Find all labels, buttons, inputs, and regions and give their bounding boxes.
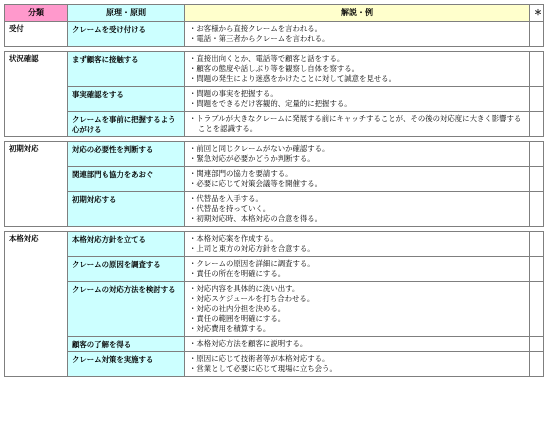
mark-cell xyxy=(530,22,544,47)
explanation-item: ・ 前回と同じクレームがないか確認する。 xyxy=(189,144,525,154)
table-row xyxy=(5,192,544,227)
mark-cell xyxy=(530,87,544,112)
mark-cell xyxy=(530,192,544,227)
explanation-cell xyxy=(185,337,530,352)
explanation-item: ・ 問題の発生により迷惑をかけたことに対して誠意を見せる。 xyxy=(189,74,525,84)
explanation-item: ・ 関連部門の協力を要請する。 xyxy=(189,169,525,179)
principle-cell: 事実確認をする xyxy=(68,87,185,112)
table-row xyxy=(5,87,544,112)
principle-cell: 初期対応する xyxy=(68,192,185,227)
mark-cell xyxy=(530,257,544,282)
explanation-item: ・ 対応の社内分担を決める。 xyxy=(189,304,525,314)
table-row xyxy=(5,142,544,167)
mark-cell xyxy=(530,52,544,87)
principle-cell: クレーム対策を実施する xyxy=(68,352,185,377)
category-cell: 受付 xyxy=(5,22,68,47)
explanation-item: ・ お客様から直接クレームを言われる。 xyxy=(189,24,525,34)
table-row xyxy=(5,337,544,352)
explanation-cell xyxy=(185,87,530,112)
explanation-item: ・ 営業として必要に応じて現場に立ち会う。 xyxy=(189,364,525,374)
mark-cell xyxy=(530,112,544,137)
mark-cell xyxy=(530,352,544,377)
header-principle: 原理・原則 xyxy=(68,5,185,22)
principle-cell: クレームの対応方法を検討する xyxy=(68,282,185,337)
explanation-item: ・ 代替品を持っていく。 xyxy=(189,204,525,214)
explanation-cell xyxy=(185,167,530,192)
explanation-cell xyxy=(185,112,530,137)
explanation-item: ・ 本格対応方法を顧客に説明する。 xyxy=(189,339,525,349)
explanation-item: ・ 対応費用を積算する。 xyxy=(189,324,525,334)
explanation-cell xyxy=(185,192,530,227)
mark-cell xyxy=(530,232,544,257)
principle-cell: 本格対応方針を立てる xyxy=(68,232,185,257)
explanation-item: ・ 本格対応案を作成する。 xyxy=(189,234,525,244)
explanation-item: ・ 原因に応じて技術者等が本格対応する。 xyxy=(189,354,525,364)
principle-cell: クレームを受け付ける xyxy=(68,22,185,47)
explanation-item: ・ 責任の範囲を明確にする。 xyxy=(189,314,525,324)
table-row xyxy=(5,352,544,377)
explanation-item: ・ 顧客の態度や話しぶり等を観察し自体を察する。 xyxy=(189,64,525,74)
explanation-item: ・ 必要に応じて対策会議等を開催する。 xyxy=(189,179,525,189)
explanation-cell xyxy=(185,232,530,257)
table-row xyxy=(5,282,544,337)
explanation-item: ・ 責任の所在を明確にする。 xyxy=(189,269,525,279)
mark-cell xyxy=(530,337,544,352)
explanation-item: ・ 代替品を入手する。 xyxy=(189,194,525,204)
table-row xyxy=(5,257,544,282)
explanation-item: ・ 電話・第三者からクレームを言われる。 xyxy=(189,34,525,44)
explanation-item: ・ 緊急対応が必要かどうか判断する。 xyxy=(189,154,525,164)
principle-cell: クレームの原因を調査する xyxy=(68,257,185,282)
explanation-cell xyxy=(185,52,530,87)
explanation-item: ・ 問題の事実を把握する。 xyxy=(189,89,525,99)
principle-cell: まず顧客に接触する xyxy=(68,52,185,87)
explanation-item: ・ 上司と東方の対応方針を合意する。 xyxy=(189,244,525,254)
table-row xyxy=(5,22,544,47)
table-body xyxy=(5,22,544,377)
explanation-item: ・ 対応スケジュールを打ち合わせる。 xyxy=(189,294,525,304)
explanation-item: ・ クレームの原因を詳細に調査する。 xyxy=(189,259,525,269)
explanation-item: ・ 対応内容を具体的に洗い出す。 xyxy=(189,284,525,294)
table-row xyxy=(5,167,544,192)
header-mark: ＊ xyxy=(530,5,544,22)
explanation-item: ・ 問題をできるだけ客観的、定量的に把握する。 xyxy=(189,99,525,109)
header-explanation: 解説・例 xyxy=(185,5,530,22)
mark-cell xyxy=(530,282,544,337)
explanation-cell xyxy=(185,282,530,337)
mark-cell xyxy=(530,167,544,192)
header-row xyxy=(5,5,544,22)
explanation-cell xyxy=(185,142,530,167)
principle-cell: 顧客の了解を得る xyxy=(68,337,185,352)
explanation-cell xyxy=(185,352,530,377)
table-row xyxy=(5,232,544,257)
principle-cell: 対応の必要性を判断する xyxy=(68,142,185,167)
principle-cell: クレームを事前に把握するよう心がける xyxy=(68,112,185,137)
table-row xyxy=(5,52,544,87)
explanation-cell xyxy=(185,257,530,282)
explanation-item: ・ トラブルが大きなクレームに発展する前にキャッチすることが、その後の対応度に大きく影響することを認識する。 xyxy=(189,114,525,134)
principle-cell: 関連部門も協力をあおぐ xyxy=(68,167,185,192)
header-category: 分類 xyxy=(5,5,68,22)
category-cell: 本格対応 xyxy=(5,232,68,377)
table-row xyxy=(5,112,544,137)
category-cell: 初期対応 xyxy=(5,142,68,227)
mark-cell xyxy=(530,142,544,167)
explanation-item: ・ 直接出向くとか、電話等で顧客と話をする。 xyxy=(189,54,525,64)
explanation-item: ・ 初期対応時、本格対応の合意を得る。 xyxy=(189,214,525,224)
explanation-cell xyxy=(185,22,530,47)
complaint-handling-table xyxy=(4,4,544,377)
category-cell: 状況確認 xyxy=(5,52,68,137)
